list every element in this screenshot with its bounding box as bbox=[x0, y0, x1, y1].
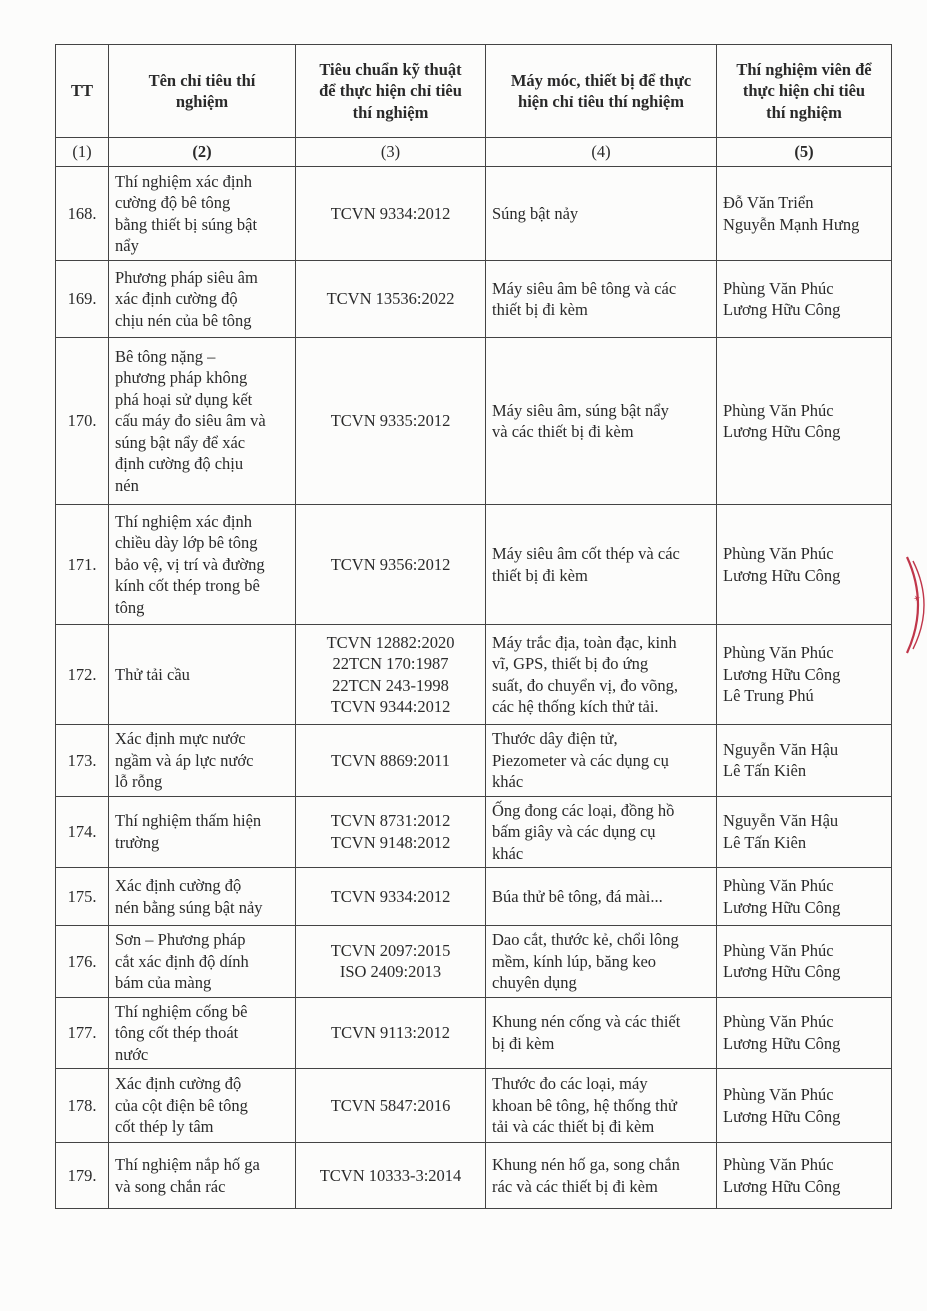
text-line: vĩ, GPS, thiết bị đo ứng bbox=[492, 654, 649, 673]
text-line: Thí nghiệm nắp hố ga bbox=[115, 1155, 260, 1174]
text-line: Búa thử bê tông, đá mài... bbox=[492, 886, 663, 906]
text-line: bị đi kèm bbox=[492, 1033, 555, 1053]
text-line: súng bật nẩy để xác bbox=[115, 432, 246, 452]
text-line: Phùng Văn Phúc bbox=[723, 278, 834, 298]
text-line: Khung nén hố ga, song chắn bbox=[492, 1155, 680, 1174]
equipment-cell bbox=[486, 625, 717, 725]
text-line: bằng thiết bị súng bật bbox=[115, 214, 258, 234]
standard-cell bbox=[296, 725, 486, 797]
text-line: TCVN 9335:2012 bbox=[330, 411, 451, 431]
standard-cell bbox=[296, 338, 486, 505]
row-number: 179. bbox=[56, 1143, 109, 1209]
text-line: cấu máy đo siêu âm và bbox=[115, 411, 266, 431]
text-line: Thí nghiệm thấm hiện bbox=[115, 811, 262, 831]
standard-cell bbox=[296, 926, 486, 998]
text-line: Máy siêu âm cốt thép và các bbox=[492, 544, 680, 563]
table-row bbox=[56, 1069, 892, 1143]
text-line: Nguyễn Mạnh Hưng bbox=[723, 214, 860, 234]
text-line: xác định cường độ bbox=[115, 289, 238, 309]
row-number: 178. bbox=[56, 1069, 109, 1143]
row-number: 169. bbox=[56, 261, 109, 338]
test-name-cell bbox=[109, 725, 296, 797]
equipment-cell bbox=[486, 796, 717, 868]
header-standard bbox=[296, 45, 486, 138]
text-line: Thước đo các loại, máy bbox=[492, 1074, 648, 1094]
text-line: Máy siêu âm, súng bật nẩy bbox=[492, 400, 669, 420]
personnel-cell bbox=[717, 796, 892, 868]
standard-cell bbox=[296, 796, 486, 868]
text-line: cường độ bê tông bbox=[115, 193, 231, 212]
text-line: TT bbox=[70, 81, 93, 101]
text-line: thiết bị đi kèm bbox=[492, 300, 588, 319]
text-line: chịu nén của bê tông bbox=[115, 310, 252, 330]
text-line: Súng bật nảy bbox=[492, 203, 579, 223]
text-line: Thí nghiệm viên để bbox=[736, 59, 872, 79]
text-line: nén bằng súng bật nảy bbox=[115, 897, 263, 917]
test-name-cell bbox=[109, 625, 296, 725]
equipment-cell bbox=[486, 1143, 717, 1209]
text-line: TCVN 8869:2011 bbox=[330, 750, 450, 770]
text-line: tải và các thiết bị đi kèm bbox=[492, 1117, 655, 1137]
text-line: Thí nghiệm xác định bbox=[115, 171, 253, 191]
text-line: lỗ rỗng bbox=[115, 772, 163, 791]
text-line: Xác định cường độ bbox=[115, 1074, 242, 1094]
text-line: bảo vệ, vị trí và đường bbox=[115, 554, 265, 574]
equipment-cell bbox=[486, 868, 717, 926]
header-test-name bbox=[109, 45, 296, 138]
text-line: để thực hiện chỉ tiêu bbox=[319, 81, 462, 101]
table-row bbox=[56, 1143, 892, 1209]
row-number: 177. bbox=[56, 997, 109, 1069]
text-line: TCVN 9356:2012 bbox=[330, 554, 451, 574]
text-line: của cột điện bê tông bbox=[115, 1095, 248, 1115]
row-number: 170. bbox=[56, 338, 109, 505]
text-line: TCVN 10333-3:2014 bbox=[319, 1165, 462, 1185]
text-line: Thí nghiệm cống bê bbox=[115, 1001, 248, 1021]
text-line: Khung nén cống và các thiết bbox=[492, 1012, 681, 1032]
text-line: Thử tải cầu bbox=[115, 664, 190, 684]
table-row bbox=[56, 997, 892, 1069]
text-line: Nguyễn Văn Hậu bbox=[723, 811, 839, 831]
table-row bbox=[56, 796, 892, 868]
text-line: TCVN 9148:2012 bbox=[330, 832, 451, 852]
text-line: phá hoại sử dụng kết bbox=[115, 389, 253, 409]
text-line: Ống đong các loại, đồng hồ bbox=[492, 800, 675, 820]
text-line: chuyên dụng bbox=[492, 973, 577, 992]
personnel-cell bbox=[717, 1069, 892, 1143]
text-line: Máy móc, thiết bị để thực bbox=[510, 70, 692, 90]
text-line: Dao cắt, thước kẻ, chổi lông bbox=[492, 930, 679, 949]
header-row bbox=[56, 45, 892, 138]
equipment-cell bbox=[486, 167, 717, 261]
test-name-cell bbox=[109, 1143, 296, 1209]
personnel-cell bbox=[717, 1143, 892, 1209]
text-line: Lương Hữu Công bbox=[723, 300, 841, 319]
text-line: Phùng Văn Phúc bbox=[723, 400, 834, 420]
header-tt bbox=[56, 45, 109, 138]
personnel-cell bbox=[717, 261, 892, 338]
personnel-cell bbox=[717, 167, 892, 261]
text-line: Lương Hữu Công bbox=[723, 1176, 841, 1196]
svg-text:✶: ✶ bbox=[910, 593, 922, 603]
test-name-cell bbox=[109, 338, 296, 505]
text-line: Phùng Văn Phúc bbox=[723, 1155, 834, 1174]
text-line: Máy trắc địa, toàn đạc, kinh bbox=[492, 632, 677, 652]
table-row bbox=[56, 261, 892, 338]
text-line: TCVN 2097:2015 bbox=[330, 940, 451, 960]
text-line: Phùng Văn Phúc bbox=[723, 876, 834, 895]
text-line: Lê Tấn Kiên bbox=[723, 761, 807, 781]
text-line: Lê Trung Phú bbox=[723, 686, 814, 706]
text-line: Lương Hữu Công bbox=[723, 565, 841, 585]
text-line: Lương Hữu Công bbox=[723, 1033, 841, 1053]
text-line: ISO 2409:2013 bbox=[339, 962, 442, 982]
text-line: ngầm và áp lực nước bbox=[115, 750, 254, 770]
header-equipment bbox=[486, 45, 717, 138]
text-line: Lương Hữu Công bbox=[723, 664, 841, 684]
row-number: 175. bbox=[56, 868, 109, 926]
test-name-cell bbox=[109, 261, 296, 338]
lab-test-table bbox=[55, 44, 892, 1209]
text-line: Lê Tấn Kiên bbox=[723, 832, 807, 852]
text-line: Phùng Văn Phúc bbox=[723, 643, 834, 663]
text-line: và song chắn rác bbox=[115, 1176, 226, 1196]
text-line: Thước dây điện tử, bbox=[492, 729, 618, 748]
table-row bbox=[56, 505, 892, 625]
table-row bbox=[56, 338, 892, 505]
text-line: khoan bê tông, hệ thống thử bbox=[492, 1095, 677, 1115]
row-number: 174. bbox=[56, 796, 109, 868]
text-line: Tên chỉ tiêu thí bbox=[148, 70, 256, 90]
row-number: 176. bbox=[56, 926, 109, 998]
text-line: Nguyễn Văn Hậu bbox=[723, 739, 839, 759]
equipment-cell bbox=[486, 338, 717, 505]
test-name-cell bbox=[109, 926, 296, 998]
column-number-row bbox=[56, 138, 892, 167]
equipment-cell bbox=[486, 997, 717, 1069]
equipment-cell bbox=[486, 1069, 717, 1143]
personnel-cell bbox=[717, 725, 892, 797]
text-line: Piezometer và các dụng cụ bbox=[492, 750, 669, 770]
text-line: cắt xác định độ dính bbox=[115, 951, 249, 971]
text-line: Phùng Văn Phúc bbox=[723, 940, 834, 960]
column-number: (2) bbox=[109, 138, 296, 167]
text-line: thí nghiệm bbox=[352, 102, 429, 122]
text-line: TCVN 8731:2012 bbox=[330, 811, 451, 831]
text-line: Lương Hữu Công bbox=[723, 1106, 841, 1126]
text-line: khác bbox=[492, 772, 524, 791]
text-line: và các thiết bị đi kèm bbox=[492, 422, 634, 441]
table-row bbox=[56, 625, 892, 725]
text-line: TCVN 9113:2012 bbox=[330, 1023, 450, 1042]
text-line: 22TCN 243-1998 bbox=[332, 675, 449, 695]
text-line: thí nghiệm bbox=[766, 102, 842, 122]
personnel-cell bbox=[717, 868, 892, 926]
header-personnel bbox=[717, 45, 892, 138]
test-name-cell bbox=[109, 868, 296, 926]
standard-cell bbox=[296, 1143, 486, 1209]
text-line: rác và các thiết bị đi kèm bbox=[492, 1176, 658, 1196]
standard-cell bbox=[296, 261, 486, 338]
text-line: Phùng Văn Phúc bbox=[723, 1085, 834, 1104]
text-line: Xác định cường độ bbox=[115, 876, 242, 895]
row-number: 173. bbox=[56, 725, 109, 797]
text-line: TCVN 9334:2012 bbox=[330, 886, 451, 906]
column-number: (1) bbox=[56, 138, 109, 167]
text-line: nghiệm bbox=[175, 92, 229, 111]
text-line: nước bbox=[115, 1044, 149, 1064]
text-line: Xác định mực nước bbox=[115, 729, 246, 748]
text-line: suất, đo chuyển vị, đo võng, bbox=[492, 675, 679, 695]
text-line: khác bbox=[492, 843, 524, 863]
text-line: mềm, kính lúp, băng keo bbox=[492, 951, 657, 971]
text-line: bấm giây và các dụng cụ bbox=[492, 822, 656, 841]
personnel-cell bbox=[717, 505, 892, 625]
text-line: Đỗ Văn Triển bbox=[723, 193, 814, 212]
text-line: Lương Hữu Công bbox=[723, 422, 841, 441]
text-line: Máy siêu âm bê tông và các bbox=[492, 278, 677, 298]
text-line: TCVN 9344:2012 bbox=[330, 697, 451, 716]
equipment-cell bbox=[486, 926, 717, 998]
standard-cell bbox=[296, 868, 486, 926]
text-line: Phương pháp siêu âm bbox=[115, 267, 258, 287]
table-row bbox=[56, 167, 892, 261]
table-row bbox=[56, 725, 892, 797]
standard-cell bbox=[296, 1069, 486, 1143]
red-seal-fragment bbox=[905, 555, 927, 655]
test-name-cell bbox=[109, 997, 296, 1069]
row-number: 168. bbox=[56, 167, 109, 261]
standard-cell bbox=[296, 167, 486, 261]
table-body bbox=[56, 167, 892, 1209]
standard-cell bbox=[296, 625, 486, 725]
test-name-cell bbox=[109, 1069, 296, 1143]
standard-cell bbox=[296, 997, 486, 1069]
equipment-cell bbox=[486, 505, 717, 625]
text-line: TCVN 9334:2012 bbox=[330, 203, 451, 223]
text-line: định cường độ chịu bbox=[115, 454, 244, 474]
text-line: TCVN 12882:2020 bbox=[326, 632, 455, 652]
text-line: thực hiện chỉ tiêu bbox=[742, 81, 866, 101]
text-line: Bê tông nặng – bbox=[115, 346, 216, 366]
personnel-cell bbox=[717, 338, 892, 505]
equipment-cell bbox=[486, 261, 717, 338]
text-line: trường bbox=[115, 832, 160, 852]
table-row bbox=[56, 926, 892, 998]
column-number: (4) bbox=[486, 138, 717, 167]
text-line: Tiêu chuẩn kỹ thuật bbox=[319, 59, 462, 79]
text-line: TCVN 5847:2016 bbox=[330, 1095, 451, 1115]
text-line: bám của màng bbox=[115, 973, 212, 992]
text-line: hiện chỉ tiêu thí nghiệm bbox=[518, 92, 684, 111]
text-line: kính cốt thép trong bê bbox=[115, 576, 260, 596]
text-line: Phùng Văn Phúc bbox=[723, 1012, 834, 1032]
text-line: TCVN 13536:2022 bbox=[326, 289, 455, 309]
text-line: cốt thép ly tâm bbox=[115, 1117, 214, 1137]
text-line: tông cốt thép thoát bbox=[115, 1023, 239, 1042]
text-line: thiết bị đi kèm bbox=[492, 565, 588, 585]
text-line: Thí nghiệm xác định bbox=[115, 511, 253, 531]
column-number: (5) bbox=[717, 138, 892, 167]
text-line: các hệ thống kích thử tải. bbox=[492, 697, 659, 716]
text-line: Lương Hữu Công bbox=[723, 962, 841, 982]
text-line: nẩy bbox=[115, 236, 139, 255]
table-row bbox=[56, 868, 892, 926]
text-line: 22TCN 170:1987 bbox=[332, 654, 449, 673]
test-name-cell bbox=[109, 167, 296, 261]
column-number: (3) bbox=[296, 138, 486, 167]
text-line: Phùng Văn Phúc bbox=[723, 544, 834, 563]
personnel-cell bbox=[717, 625, 892, 725]
text-line: chiều dày lớp bê tông bbox=[115, 533, 258, 553]
row-number: 172. bbox=[56, 625, 109, 725]
test-name-cell bbox=[109, 796, 296, 868]
text-line: Sơn – Phương pháp bbox=[115, 930, 246, 949]
text-line: Lương Hữu Công bbox=[723, 897, 841, 917]
text-line: nén bbox=[115, 475, 139, 495]
personnel-cell bbox=[717, 997, 892, 1069]
text-line: phương pháp không bbox=[115, 368, 248, 388]
text-line: tông bbox=[115, 597, 145, 617]
personnel-cell bbox=[717, 926, 892, 998]
equipment-cell bbox=[486, 725, 717, 797]
standard-cell bbox=[296, 505, 486, 625]
test-name-cell bbox=[109, 505, 296, 625]
row-number: 171. bbox=[56, 505, 109, 625]
